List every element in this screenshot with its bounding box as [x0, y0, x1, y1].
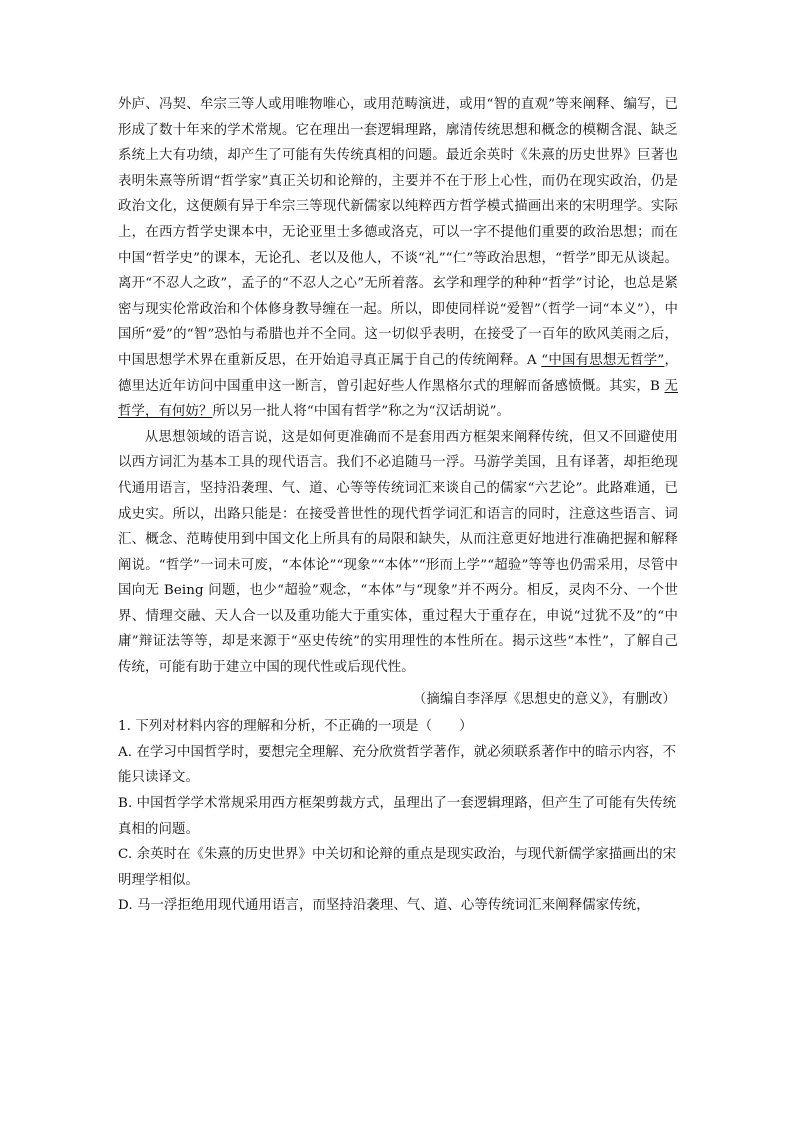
passage-paragraph-2: 从思想领域的语言说，这是如何更准确而不是套用西方框架来阐释传统，但又不回避使用以西方词汇为基本工具的现代语言。我们不必追随马一浮。马游学美国，且有译著，却拒绝现代通用语言，坚持沿袭理、气、道、心等等传统词汇来谈自己的儒家“六艺论”。此路难通，已成史实。所以，出路只能是：在接受普世性的现代哲学词汇和语言的同时，注意这些语言、词汇、概念、范畴使用到中国文化上所具有的局限和缺失，从而注意更好地进行准确把握和解释阐说。“哲学”一词未可废，“本体论”“现象”“本体”“形而上学”“超验”等等也仍需采用，尽管中国向无 Being 问题，也少“超验”观念，“本体”与“现象”并不两分。相反，灵肉不分、一个世界、情理交融、天人合一以及重功能大于重实体，重过程大于重存在，申说“过犹不及”的“中庸”辩证法等等，却是来源于“巫史传统”的实用理性的本性所在。揭示这些“本性”，了解自己传统，可能有助于建立中国的现代性或后现代性。 [118, 429, 678, 676]
paragraph-1-text-part-3: 所以另一批人将“中国有哲学”称之为“汉话胡说”。 [212, 404, 511, 420]
question-1-option-a[interactable] [118, 740, 678, 791]
question-1-option-c[interactable] [118, 842, 678, 893]
option-c-text: C. 余英时在《朱熹的历史世界》中关切和论辩的重点是现实政治，与现代新儒学家描画出的宋明理学相似。 [118, 847, 677, 888]
option-d-text: D. 马一浮拒绝用现代通用语言，而坚持沿袭理、气、道、心等传统词汇来阐释儒家传统， [118, 898, 650, 914]
passage-paragraph-1 [118, 92, 678, 425]
source-citation: （摘编自李泽厚《思想史的意义》，有删改） [412, 691, 676, 707]
document-page [118, 92, 678, 919]
paragraph-1-text-part-1: 外庐、冯契、牟宗三等人或用唯物唯心，或用范畴演进，或用“智的直观”等来阐释、编写，已形成了数十年来的学术常规。它在理出一套逻辑理路，廓清传统思想和概念的模糊含混、缺乏系统上大有功绩，却产生了可能有失传统真相的问题。最近余英时《朱熹的历史世界》巨著也表明朱熹等所谓“哲学家”真正关切和论辩的，主要并不在于形上心性，而仍在现实政治，仍是政治文化，这便颇有异于牟宗三等现代新儒家以纯粹西方哲学模式描画出来的宋明理学。实际上，在西方哲学史课本中，无论亚里士多德或洛克，可以一字不提他们重要的政治思想；而在中国“哲学史”的课本，无论孔、老以及他人，不谈“礼”“仁”等政治思想，“哲学”即无从谈起。离开“不忍人之政”，孟子的“不忍人之心”无所着落。玄学和理学的种种“哲学”讨论，也总是紧密与现实伦常政治和个体修身教导缠在一起。所以，即使同样说“爱智”（哲学一词“本义”），中国所“爱”的“智”恐怕与希腊也并不全同。这一切似乎表明，在接受了一百年的欧风美雨之后，中国思想学术界在重新反思，在开始追寻真正属于自己的传统阐释。A [118, 97, 678, 368]
underlined-sentence-a: “中国有思想无哲学” [541, 352, 665, 368]
question-1-stem: 1. 下列对材料内容的理解和分析，不正确的一项是（ ） [118, 719, 473, 735]
option-b-text: B. 中国哲学学术常规采用西方框架剪裁方式，虽理出了一套逻辑理路，但产生了可能有失传统真相的问题。 [118, 796, 677, 837]
question-1-option-d[interactable] [118, 893, 678, 919]
underlined-sentence-b: 无哲学，有何妨？ [118, 378, 678, 420]
option-a-text: A. 在学习中国哲学时，要想完全理解、充分欣赏哲学著作，就必须联系著作中的暗示内容，不能只读译文。 [118, 744, 677, 786]
paragraph-1-text-part-2: ，德里达近年访问中国重申这一断言，曾引起好些人作黑格尔式的理解而备感愤慨。其实，B [118, 352, 678, 394]
question-1-option-b[interactable] [118, 791, 678, 842]
